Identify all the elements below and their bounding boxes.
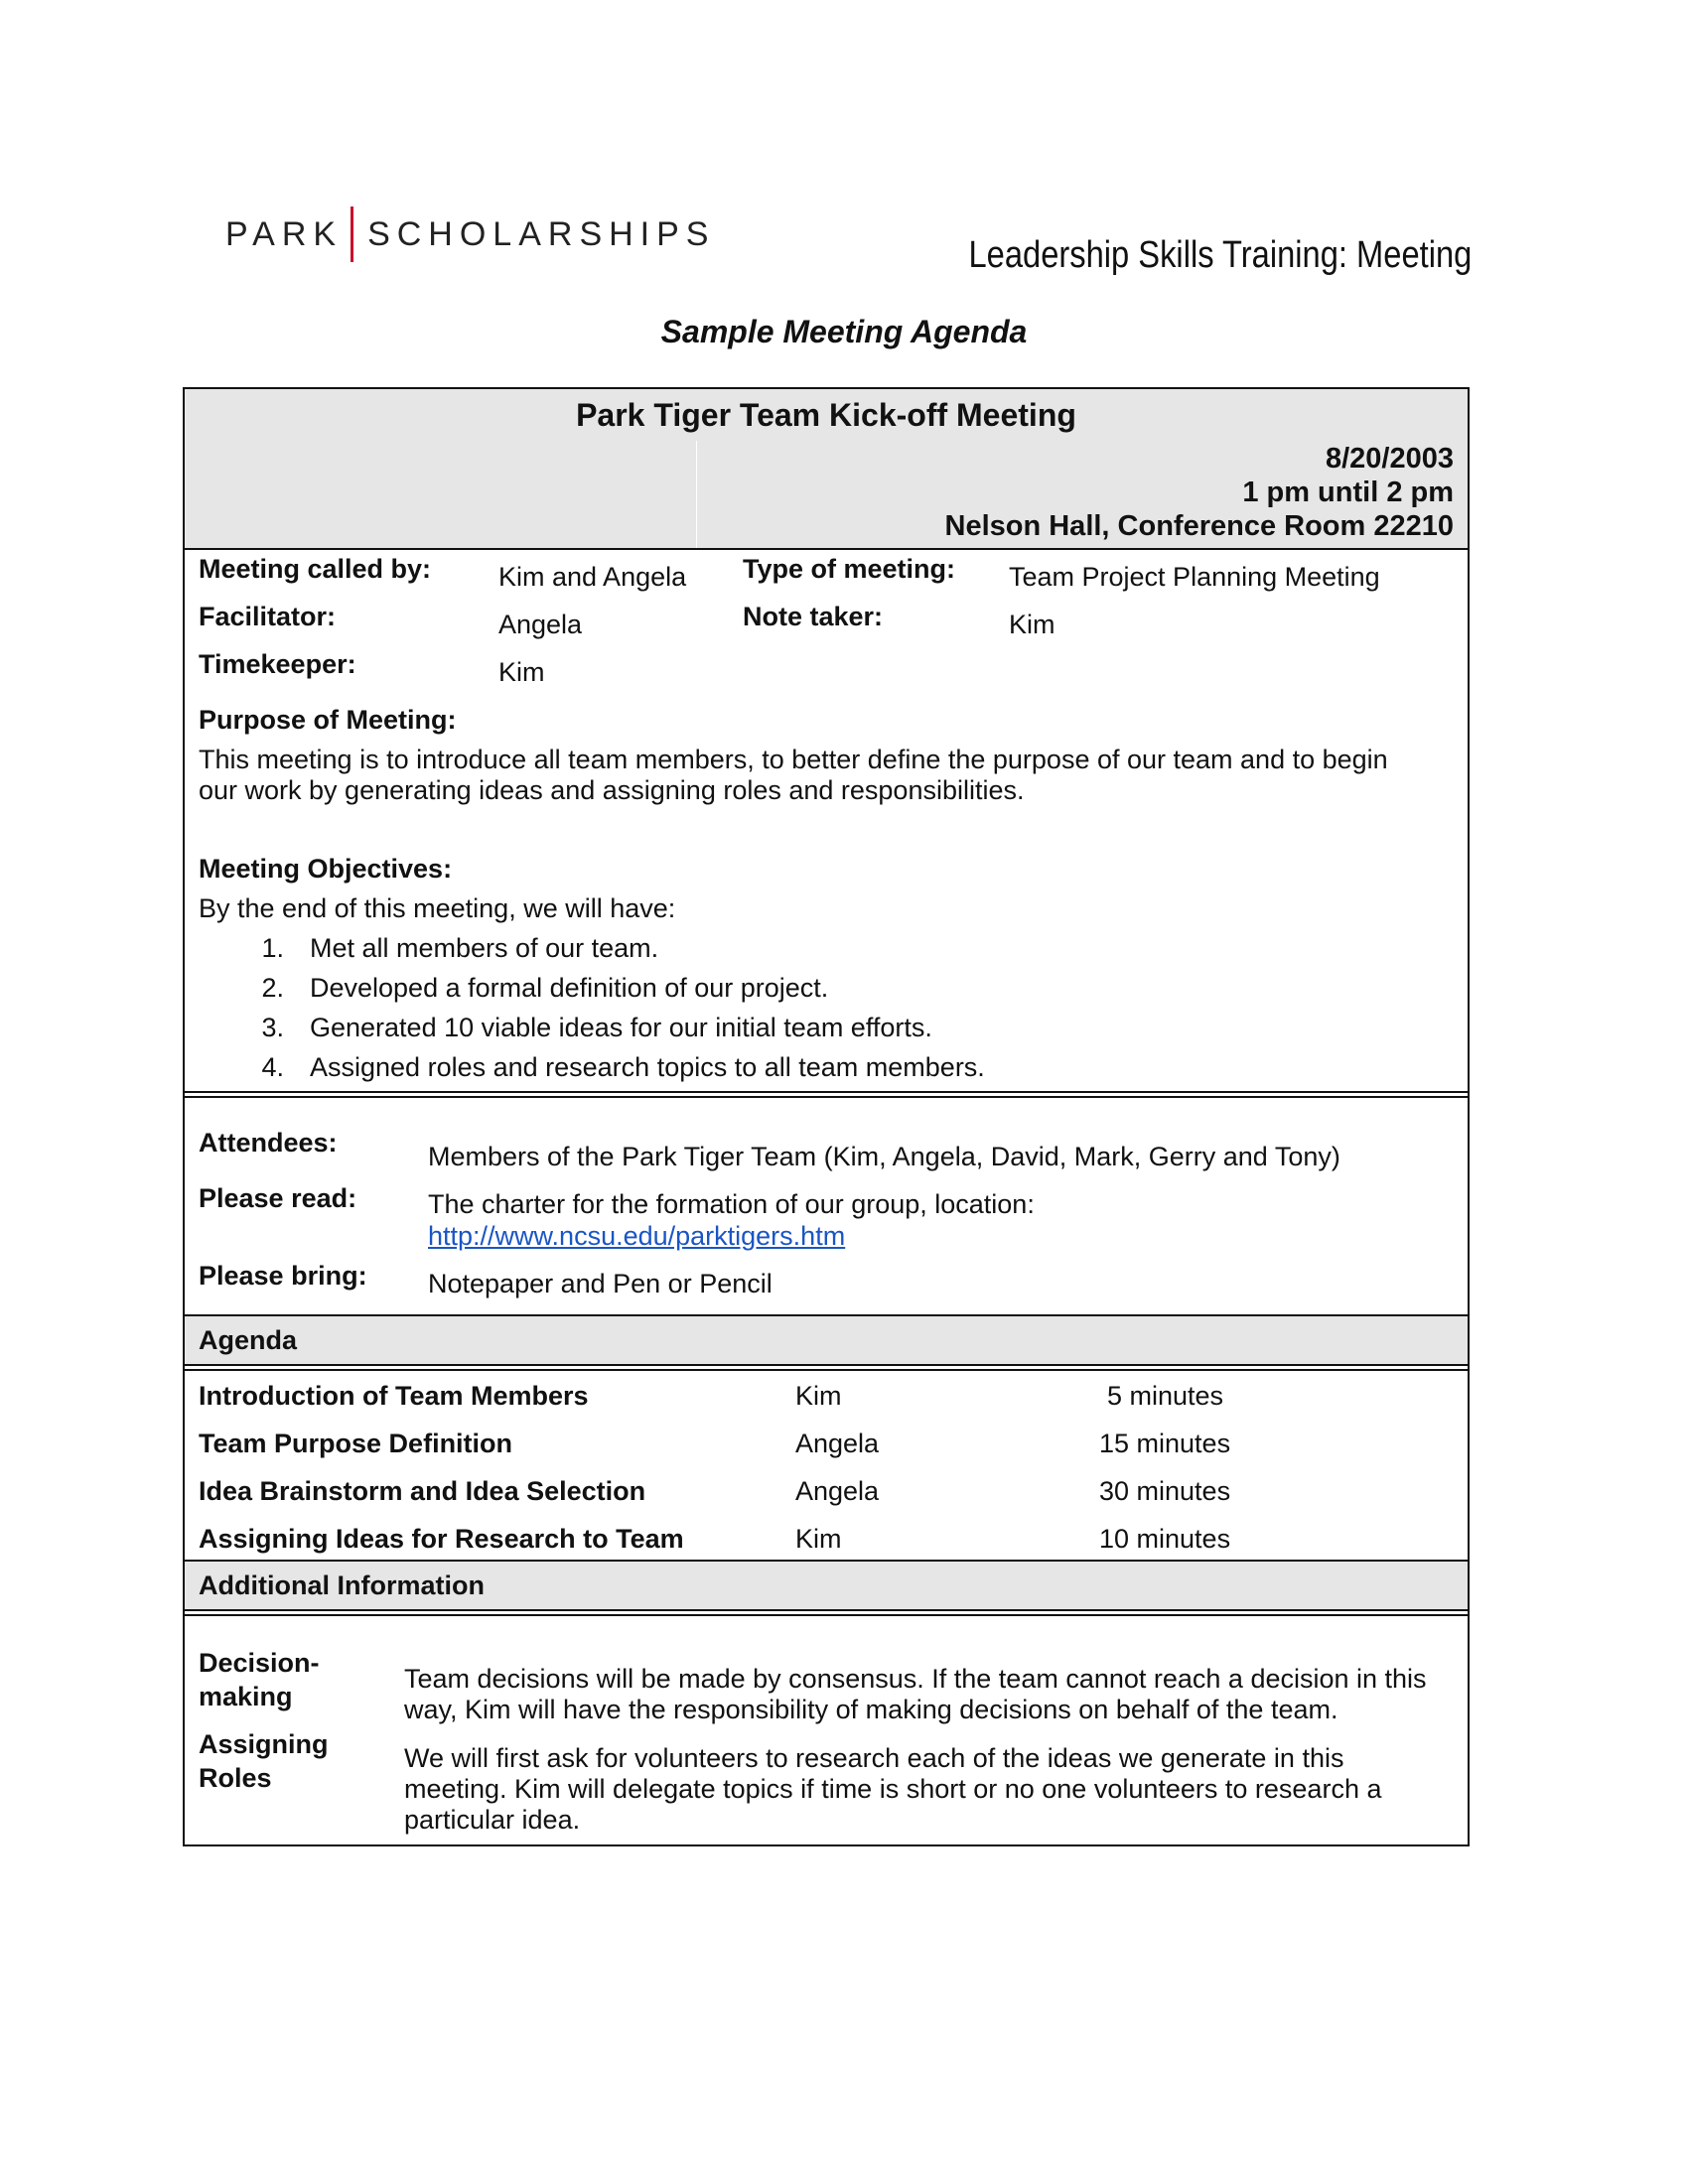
agenda-topic: Introduction of Team Members xyxy=(199,1381,589,1411)
section-divider xyxy=(185,1364,1468,1371)
objectives-list xyxy=(234,933,985,1092)
objective-item xyxy=(234,1052,985,1092)
called-by-label: Meeting called by: xyxy=(199,554,432,584)
agenda-duration: 10 minutes xyxy=(1099,1524,1231,1554)
section-divider xyxy=(185,1091,1468,1098)
logo-text-scholarships: SCHOLARSHIPS xyxy=(367,214,716,253)
agenda-owner: Angela xyxy=(795,1429,880,1458)
please-read-value: The charter for the formation of our group, location: xyxy=(428,1189,1035,1219)
objective-number: 2. xyxy=(261,973,284,1003)
facilitator-value: Angela xyxy=(498,610,583,639)
decision-label-line: Decision- xyxy=(199,1648,320,1678)
logo-divider xyxy=(351,206,353,262)
page-title: Sample Meeting Agenda xyxy=(660,314,1028,349)
meeting-details-section xyxy=(185,550,1468,1091)
section-divider xyxy=(185,1609,1468,1616)
agenda-topic: Team Purpose Definition xyxy=(199,1429,513,1458)
agenda-label: Agenda xyxy=(199,1325,298,1355)
decision-making-text: Team decisions will be made by consensus. If the team cannot reach a decision in this way, Kim will have the responsibility of making decisions on behalf of the team. xyxy=(404,1664,1427,1724)
meeting-type-value: Team Project Planning Meeting xyxy=(1009,562,1380,592)
meeting-type-label: Type of meeting: xyxy=(743,554,956,584)
objective-text: Generated 10 viable ideas for our initial team efforts. xyxy=(310,1013,932,1042)
document-heading: Leadership Skills Training: Meeting xyxy=(968,234,1472,276)
facilitator-label: Facilitator: xyxy=(199,602,337,631)
objective-item xyxy=(234,973,985,1013)
assigning-roles-label xyxy=(199,1727,329,1795)
roles-label-line: Roles xyxy=(199,1763,272,1793)
meeting-header xyxy=(185,389,1468,550)
timekeeper-value: Kim xyxy=(498,657,545,687)
logo-text-park: PARK xyxy=(225,214,344,253)
please-bring-label: Please bring: xyxy=(199,1261,367,1291)
note-taker-value: Kim xyxy=(1009,610,1055,639)
objectives-intro: By the end of this meeting, we will have: xyxy=(199,893,676,923)
objective-number: 4. xyxy=(261,1052,284,1082)
header-divider xyxy=(696,441,697,548)
note-taker-label: Note taker: xyxy=(743,602,884,631)
objective-item xyxy=(234,933,985,973)
meeting-date: 8/20/2003 xyxy=(1325,443,1454,475)
decision-label-line: making xyxy=(199,1682,293,1711)
meeting-time: 1 pm until 2 pm xyxy=(1242,477,1454,508)
roles-label-line: Assigning xyxy=(199,1729,329,1759)
agenda-form xyxy=(183,387,1470,1846)
assigning-roles-text: We will first ask for volunteers to research each of the ideas we generate in this meeting. Kim will delegate topics if time is short or no one volunteers to research a particular idea. xyxy=(404,1743,1382,1835)
objectives-label: Meeting Objectives: xyxy=(199,854,453,884)
agenda-duration: 30 minutes xyxy=(1099,1476,1231,1506)
agenda-duration: 15 minutes xyxy=(1099,1429,1231,1458)
meeting-location: Nelson Hall, Conference Room 22210 xyxy=(944,510,1454,542)
please-bring-value: Notepaper and Pen or Pencil xyxy=(428,1269,773,1298)
additional-info-section xyxy=(185,1616,1468,1844)
agenda-duration: 5 minutes xyxy=(1107,1381,1224,1411)
meeting-name: Park Tiger Team Kick-off Meeting xyxy=(576,397,1076,433)
objective-text: Assigned roles and research topics to all team members. xyxy=(310,1052,985,1082)
logistics-section xyxy=(185,1098,1468,1314)
objective-item xyxy=(234,1013,985,1052)
objective-number: 1. xyxy=(261,933,284,963)
park-scholarships-logo xyxy=(225,206,715,262)
agenda-topic: Idea Brainstorm and Idea Selection xyxy=(199,1476,646,1506)
agenda-items xyxy=(185,1371,1468,1560)
agenda-owner: Angela xyxy=(795,1476,880,1506)
please-read-label: Please read: xyxy=(199,1183,357,1213)
objective-text: Met all members of our team. xyxy=(310,933,659,963)
purpose-label: Purpose of Meeting: xyxy=(199,705,457,735)
attendees-value: Members of the Park Tiger Team (Kim, Angela, David, Mark, Gerry and Tony) xyxy=(428,1142,1340,1171)
additional-info-label: Additional Information xyxy=(199,1570,485,1600)
objective-number: 3. xyxy=(261,1013,284,1042)
additional-info-header xyxy=(185,1562,1468,1609)
decision-making-label xyxy=(199,1646,320,1713)
agenda-owner: Kim xyxy=(795,1381,842,1411)
agenda-header xyxy=(185,1316,1468,1364)
called-by-value: Kim and Angela xyxy=(498,562,687,592)
objective-text: Developed a formal definition of our project. xyxy=(310,973,829,1003)
charter-link[interactable]: http://www.ncsu.edu/parktigers.htm xyxy=(428,1221,846,1251)
agenda-owner: Kim xyxy=(795,1524,842,1554)
purpose-text: This meeting is to introduce all team members, to better define the purpose of our team and to begin our work by generating ideas and assigning roles and responsibilities. xyxy=(199,745,1388,805)
timekeeper-label: Timekeeper: xyxy=(199,649,356,679)
agenda-topic: Assigning Ideas for Research to Team xyxy=(199,1524,684,1554)
attendees-label: Attendees: xyxy=(199,1128,338,1158)
